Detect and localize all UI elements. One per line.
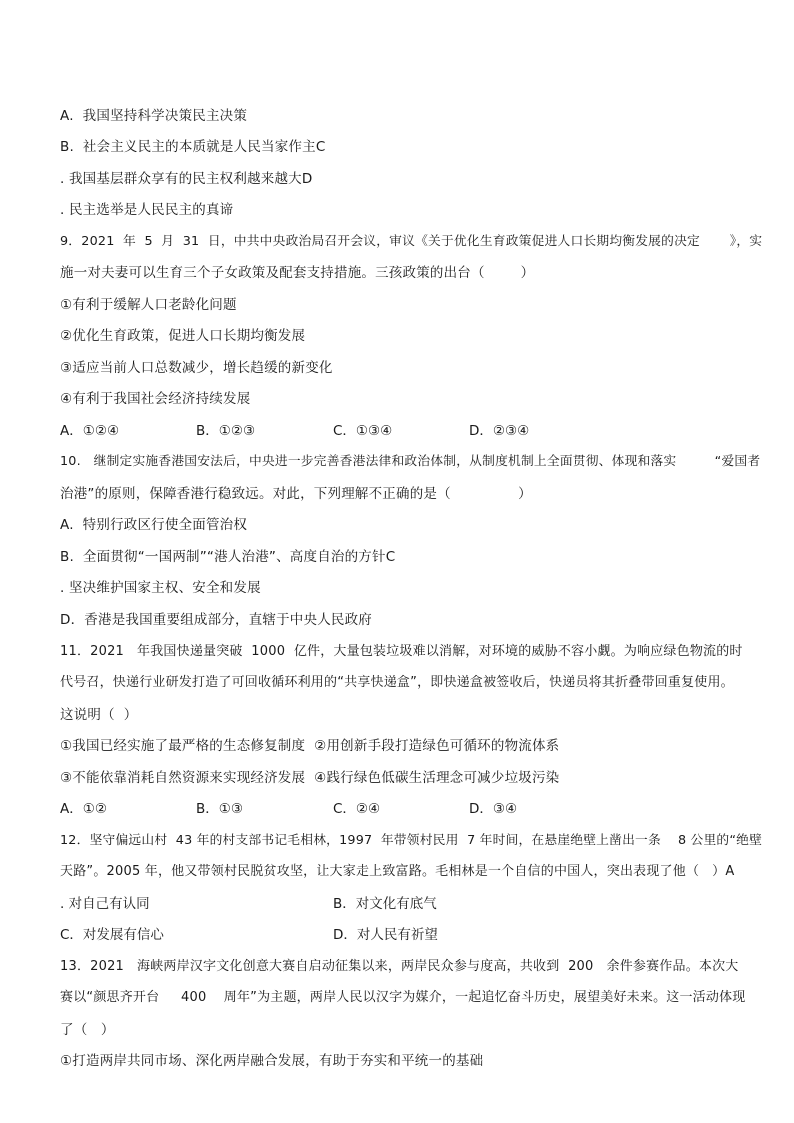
q11-statements-3-4: ③不能依靠消耗自然资源来实现经济发展 ④践行绿色低碳生活理念可减少垃圾污染 bbox=[60, 770, 560, 786]
q9-stem-line1: 9．2021 年 5 月 31 日，中共中央政治局召开会议，审议《关于优化生育政策促进人口长期均衡发展的决定 》，实 bbox=[60, 234, 763, 249]
q12-option-b: B．对文化有底气 bbox=[333, 896, 437, 912]
q11-stem-line1: 11．2021 年我国快递量突破 1000 亿件，大量包装垃圾难以消解，对环境的威胁不容小觑。为响应绿色物流的时 bbox=[60, 644, 743, 659]
q10-option-b: B. 全面贯彻“一国两制”“港人治港”、高度自治的方针C bbox=[60, 549, 396, 565]
q9-option-c: C．①③④ bbox=[333, 423, 393, 439]
q9-statement-2: ②优化生育政策，促进人口长期均衡发展 bbox=[60, 328, 306, 344]
q11-stem-line3: 这说明（ ） bbox=[60, 707, 138, 723]
q9-option-b: B．①②③ bbox=[196, 423, 256, 439]
q9-option-d: D．②③④ bbox=[469, 423, 530, 439]
q12-option-c: C．对发展有信心 bbox=[60, 927, 164, 943]
q13-stem-line1: 13．2021 海峡两岸汉字文化创意大赛自启动征集以来，两岸民众参与度高，共收到 200 余件参赛作品。本次大 bbox=[60, 959, 739, 974]
q8-option-c: . 我国基层群众享有的民主权利越来越大D bbox=[60, 171, 313, 187]
q13-statement-1: ①打造两岸共同市场、深化两岸融合发展，有助于夯实和平统一的基础 bbox=[60, 1053, 484, 1069]
q10-option-c: . 坚决维护国家主权、安全和发展 bbox=[60, 580, 261, 596]
q8-option-d: . 民主选举是人民民主的真谛 bbox=[60, 202, 234, 218]
q8-option-a: A. 我国坚持科学决策民主决策 bbox=[60, 108, 248, 124]
q12-option-a: . 对自己有认同 bbox=[60, 896, 150, 912]
q10-option-d: D．香港是我国重要组成部分，直辖于中央人民政府 bbox=[60, 612, 372, 628]
q11-option-c: C．②④ bbox=[333, 801, 381, 817]
q11-option-a: A．①② bbox=[60, 801, 107, 817]
q9-statement-3: ③适应当前人口总数减少，增长趋缓的新变化 bbox=[60, 360, 333, 376]
q11-stem-line2: 代号召，快递行业研发打造了可回收循环利用的“共享快递盒”，即快递盒被签收后，快递员将其折叠带回重复使用。 bbox=[60, 675, 734, 690]
q12-stem-line2: 天路”。2005 年，他又带领村民脱贫攻坚，让大家走上致富路。毛相林是一个自信的中国人，突出表现了他（ ）A bbox=[60, 864, 735, 879]
q9-stem-line2: 施一对夫妻可以生育三个子女政策及配套支持措施。三孩政策的出台（ ） bbox=[60, 265, 535, 281]
q11-statements-1-2: ①我国已经实施了最严格的生态修复制度 ②用创新手段打造绿色可循环的物流体系 bbox=[60, 738, 560, 754]
q8-option-b: B. 社会主义民主的本质就是人民当家作主C bbox=[60, 139, 326, 155]
q13-stem-line2: 赛以“颜思齐开台 400 周年”为主题，两岸人民以汉字为媒介，一起追忆奋斗历史，展望美好未来。这一活动体现 bbox=[60, 990, 746, 1005]
q9-option-a: A．①②④ bbox=[60, 423, 120, 439]
q10-stem-line1: 10. 继制定实施香港国安法后，中央进一步完善香港法律和政治体制，从制度机制上全面贯彻、体现和落实 “爱国者 bbox=[60, 454, 761, 469]
q10-stem-line2: 治港”的原则，保障香港行稳致远。对此，下列理解不正确的是（ ） bbox=[60, 486, 532, 502]
q9-statement-1: ①有利于缓解人口老龄化问题 bbox=[60, 297, 237, 313]
q13-stem-line3: 了（ ） bbox=[60, 1022, 115, 1038]
q12-stem-line1: 12．坚守偏远山村 43 年的村支部书记毛相林，1997 年带领村民用 7 年时间，在悬崖绝壁上凿出一条 8 公里的“绝壁 bbox=[60, 833, 763, 848]
q10-option-a: A. 特别行政区行使全面管治权 bbox=[60, 517, 248, 533]
q12-option-d: D．对人民有祈望 bbox=[333, 927, 438, 943]
q11-option-b: B．①③ bbox=[196, 801, 243, 817]
q11-option-d: D．③④ bbox=[469, 801, 518, 817]
q9-statement-4: ④有利于我国社会经济持续发展 bbox=[60, 391, 251, 407]
